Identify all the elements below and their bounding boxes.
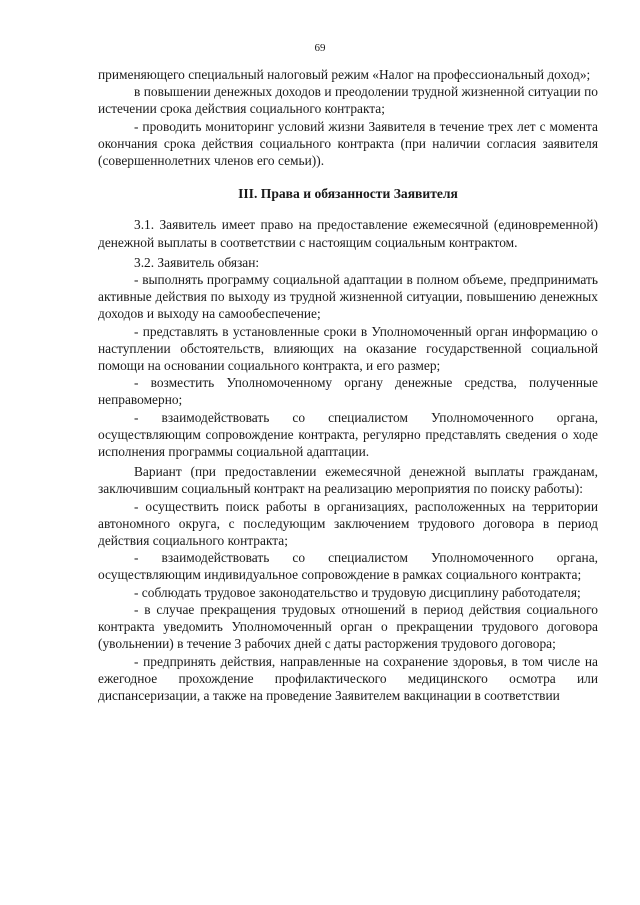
page-number: 69 [314,42,326,54]
paragraph: Вариант (при предоставлении ежемесячной денежной выплаты гражданам, заключившим социальный контракт на реализацию мероприятия по поиску работы): [98,464,598,497]
list-item: - представлять в установленные сроки в Уполномоченный орган информацию о наступлении обстоятельств, влияющих на оказание государственной социальной помощи на основании социального контракта, и его размер; [98,323,598,374]
list-item: - возместить Уполномоченному органу денежные средства, полученные неправомерно; [98,375,598,408]
list-item: - взаимодействовать со специалистом Уполномоченного органа, осуществляющим индивидуальное сопровождение в рамках социального контракта; [98,550,598,583]
paragraph: 3.2. Заявитель обязан: [134,254,260,270]
section-heading: III. Права и обязанности Заявителя [238,186,458,202]
paragraph: 3.1. Заявитель имеет право на предоставление ежемесячной (единовременной) денежной выплаты в соответствии с настоящим социальным контрактом. [98,217,598,250]
document-body [98,66,598,704]
list-item: - предпринять действия, направленные на сохранение здоровья, в том числе на ежегодное прохождение профилактического медицинского осмотра или диспансеризации, а также на проведение Заявителем вакцинации в соответствии [98,653,598,703]
paragraph: - проводить мониторинг условий жизни Заявителя в течение трех лет с момента окончания срока действия социального контракта (при наличии согласия заявителя (совершеннолетних членов его семьи)). [98,118,598,169]
list-item: - в случае прекращения трудовых отношений в период действия социального контракта уведомить Уполномоченный орган о прекращении трудового договора (увольнении) в течение 3 рабочих дней с даты расторжения трудового договора; [98,601,598,652]
list-item: - осуществить поиск работы в организациях, расположенных на территории автономного округа, с последующим заключением трудового договора в период действия социального контракта; [98,498,598,549]
list-item: - взаимодействовать со специалистом Уполномоченного органа, осуществляющим сопровождение контракта, регулярно представлять сведения о ходе исполнения программы социальной адаптации. [98,409,598,460]
paragraph: применяющего специальный налоговый режим «Налог на профессиональный доход»; [98,67,591,82]
list-item: - соблюдать трудовое законодательство и трудовую дисциплину работодателя; [134,584,581,600]
paragraph: в повышении денежных доходов и преодолении трудной жизненной ситуации по истечении срока действия социального контракта; [98,84,598,117]
list-item: - выполнять программу социальной адаптации в полном объеме, предпринимать активные действия по выходу из трудной жизненной ситуации, повышению денежных доходов и выходу на самообеспечение; [98,272,598,322]
